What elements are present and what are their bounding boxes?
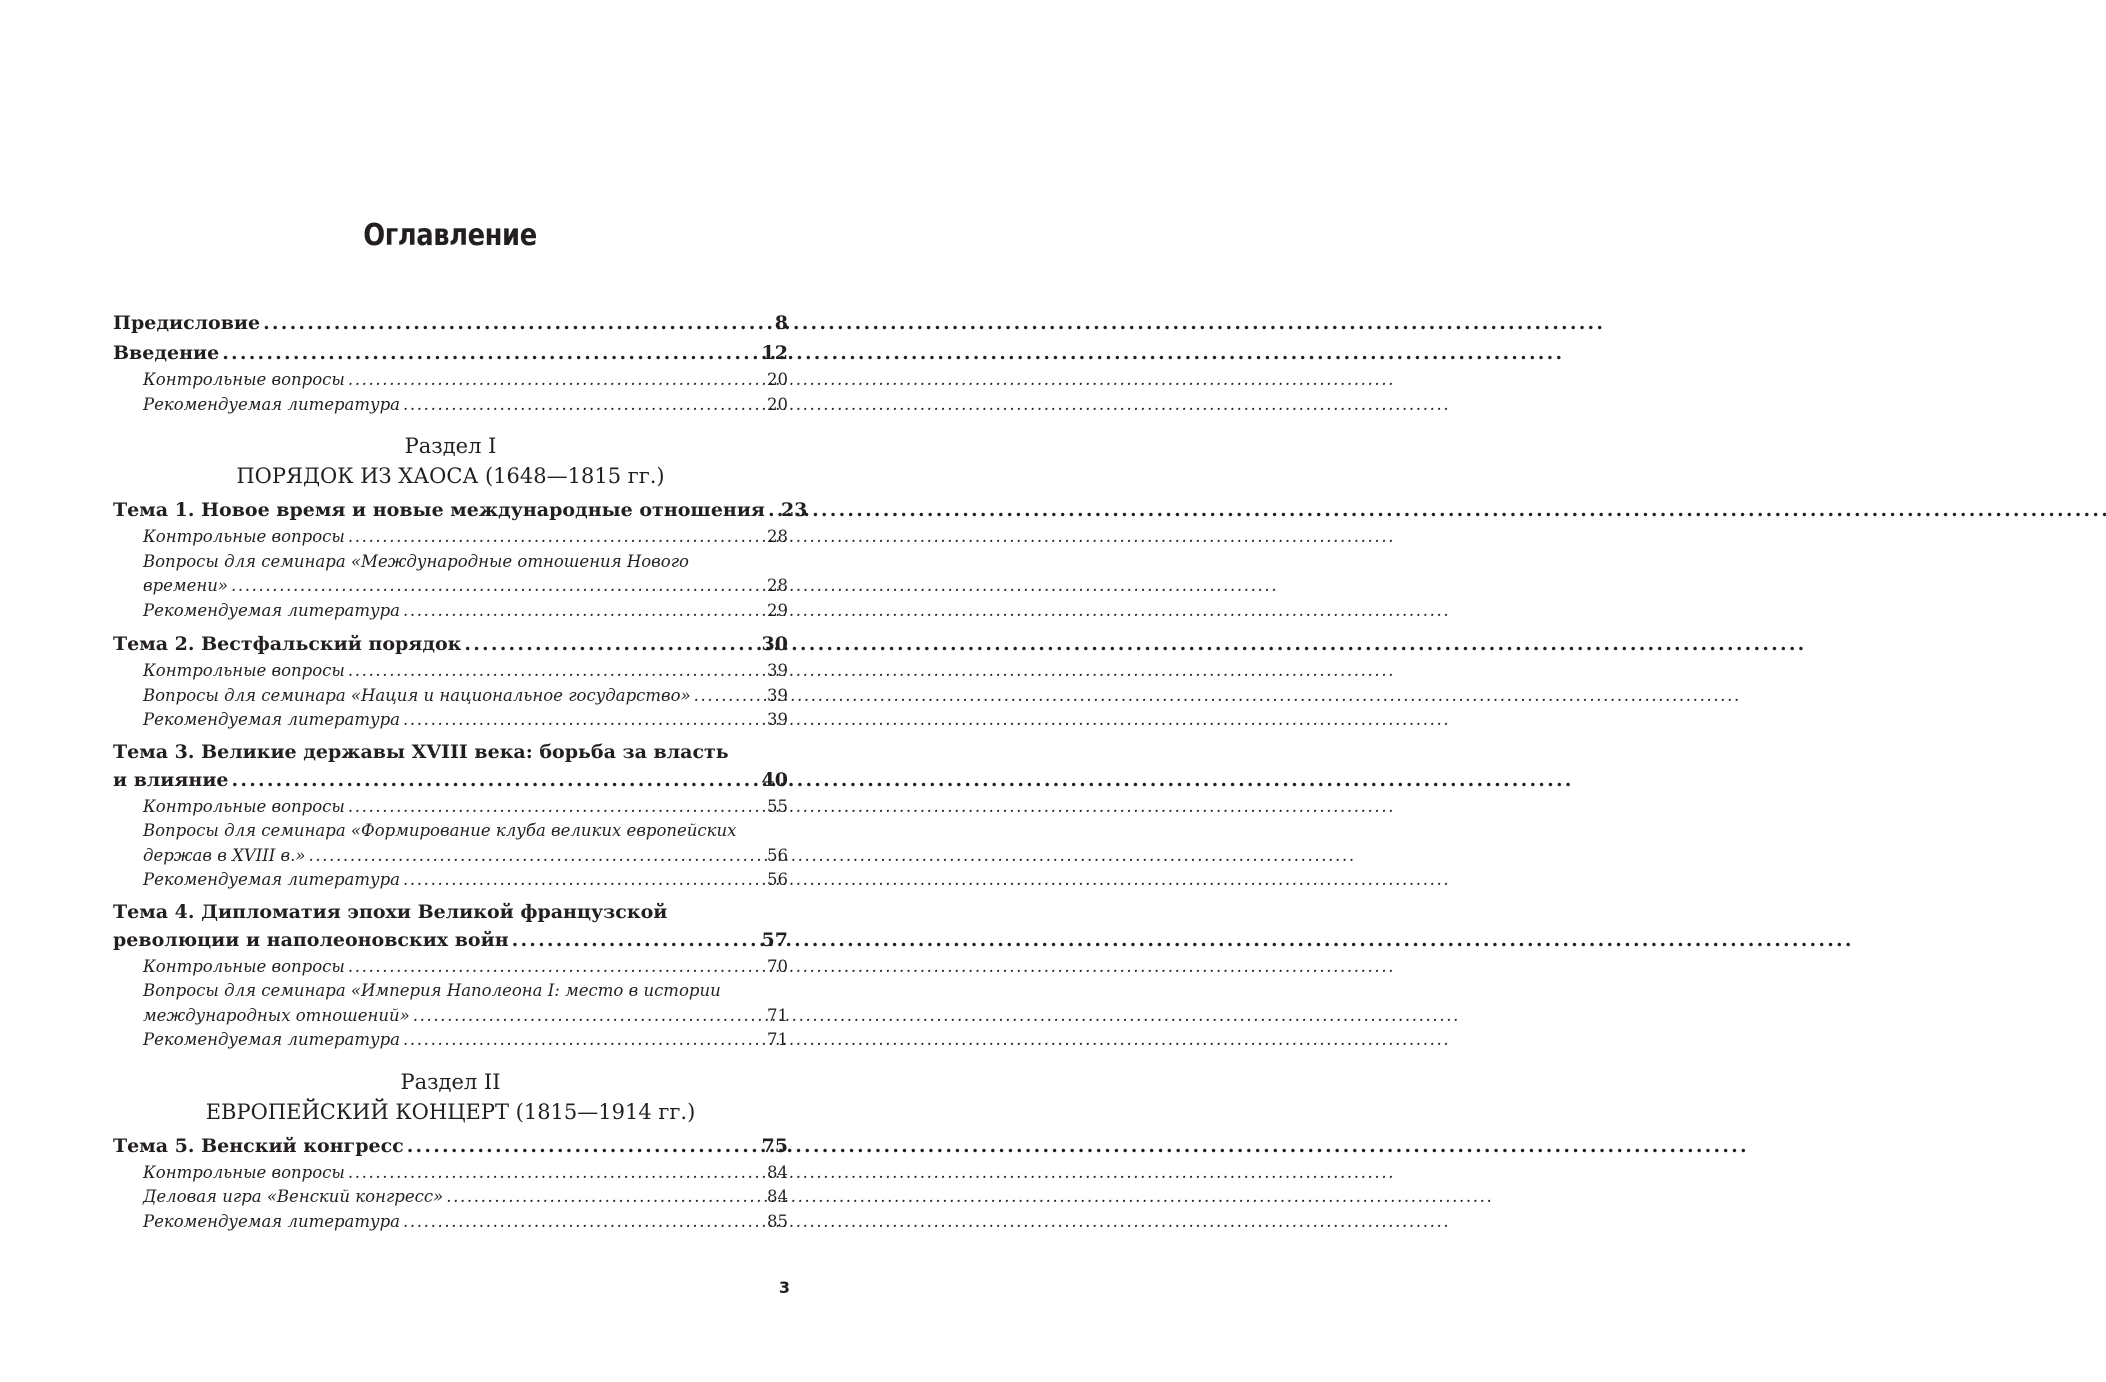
toc-subentry-title-line2: держав в XVIII в.» [143,845,306,865]
toc-subentry-title: Контрольные вопросы [143,796,345,816]
page-number: 3 [778,1278,790,1297]
toc-entry-page: 75 [761,1134,788,1157]
toc-entry-intro[interactable] [113,338,788,368]
toc-subentry-page: 84 [767,1187,788,1206]
dot-leader [403,708,764,733]
toc-subentry[interactable] [113,1028,788,1053]
toc-entry-title-line2: и влияние [113,768,229,791]
dot-leader [446,1185,764,1210]
toc-entry-page: 40 [761,768,788,791]
toc-subentry[interactable] [113,844,788,869]
toc-subentry-title: Рекомендуемая литература [143,1030,401,1049]
toc-entry-title-line2: революции и наполеоновских войн [113,928,509,951]
toc-subentry[interactable] [113,1161,788,1186]
toc-subentry[interactable] [113,393,788,418]
toc-subentry[interactable] [113,659,788,684]
toc-subentry-title: Рекомендуемая литература [143,394,401,414]
dot-leader [403,599,764,624]
dot-leader [403,868,764,893]
toc-subentry-title: Рекомендуемая литература [143,710,401,729]
toc-subentry-title: Вопросы для семинара «Нация и национальное государство» [143,685,691,705]
section-label: Раздел II [400,1069,501,1094]
dot-leader [512,925,759,955]
page-title: Оглавление [363,218,537,253]
toc-entry-title: Тема 2. Вестфальский порядок [113,633,462,655]
toc-subentry[interactable] [113,868,788,893]
toc-subentry-page: 84 [767,1162,788,1182]
dot-leader [348,1161,764,1186]
dot-leader [348,955,764,980]
section-name: ЕВРОПЕЙСКИЙ КОНЦЕРТ (1815—1914 гг.) [205,1099,696,1124]
dot-leader [348,659,764,684]
toc-subentry-page: 71 [767,1005,788,1025]
toc-subentry-page: 29 [767,600,788,620]
toc-entry-topic-2[interactable] [113,629,788,659]
dot-leader [464,629,758,659]
toc-subentry-title: Контрольные вопросы [143,661,345,680]
dot-leader [222,338,758,368]
toc-subentry-page: 39 [767,710,788,729]
toc-entry-topic-5[interactable] [113,1131,788,1161]
toc-subentry-page: 70 [767,956,788,976]
toc-subentry-page: 20 [767,370,788,389]
toc-entry-preface[interactable] [113,308,788,338]
toc-subentry-title: Деловая игра «Венский конгресс» [143,1187,444,1206]
toc-subentry-title-line1[interactable]: Вопросы для семинара «Формирование клуба великих европейских [143,821,737,840]
toc-entry-topic-3[interactable] [113,765,788,795]
toc-entry-page: 30 [761,633,788,655]
toc-entry-title: Введение [113,342,220,364]
toc-subentry[interactable] [113,1210,788,1235]
toc-subentry-title-line1[interactable]: Вопросы для семинара «Империя Наполеона I: место в истории [143,981,721,1000]
toc-subentry-page: 20 [767,394,788,414]
toc-subentry[interactable] [113,525,788,550]
toc-subentry-title-line1[interactable]: Вопросы для семинара «Международные отношения Нового [143,551,689,571]
dot-leader [403,1028,764,1053]
dot-leader [232,765,759,795]
book-page [0,0,900,1382]
toc-subentry[interactable] [113,574,788,599]
dot-leader [308,844,764,869]
dot-leader [768,495,778,525]
toc-subentry-page: 28 [767,527,788,546]
toc-subentry-page: 28 [767,576,788,595]
toc-subentry-title: Рекомендуемая литература [143,870,401,889]
dot-leader [348,795,764,820]
table-of-contents [113,308,808,1234]
toc-entry-topic-3-line1[interactable]: Тема 3. Великие державы XVIII века: борьба за власть [113,740,729,763]
toc-subentry[interactable] [113,599,788,624]
toc-subentry-page: 55 [767,796,788,816]
toc-subentry[interactable] [113,1004,788,1029]
toc-entry-title: Тема 1. Новое время и новые международные отношения [113,499,765,521]
toc-subentry-page: 39 [767,661,788,680]
toc-subentry-page: 85 [767,1211,788,1231]
toc-subentry-title: Контрольные вопросы [143,527,345,546]
section-label: Раздел I [404,434,497,458]
toc-subentry-title-line2: международных отношений» [143,1005,410,1025]
toc-entry-page: 12 [761,342,788,364]
toc-subentry-title: Рекомендуемая литература [143,600,401,620]
toc-entry-title: Предисловие [113,312,261,334]
toc-entry-topic-1[interactable] [113,495,808,525]
dot-leader [694,684,764,709]
dot-leader [413,1004,764,1029]
toc-subentry-title: Контрольные вопросы [143,370,345,389]
toc-entry-topic-4-line1[interactable]: Тема 4. Дипломатия эпохи Великой французской [113,900,668,923]
toc-entry-page: 57 [761,928,788,951]
toc-entry-page: 8 [774,312,788,334]
toc-subentry[interactable] [113,684,788,709]
dot-leader [231,574,764,599]
toc-entry-page: 23 [780,499,808,521]
toc-subentry-page: 71 [767,1030,788,1049]
toc-subentry[interactable] [113,955,788,980]
dot-leader [403,1210,764,1235]
toc-entry-topic-4[interactable] [113,925,788,955]
dot-leader [407,1131,759,1161]
toc-subentry-page: 39 [767,685,788,705]
toc-subentry-page: 56 [767,845,788,865]
toc-subentry-title-line2: времени» [143,576,228,595]
toc-subentry-page: 56 [767,870,788,889]
toc-subentry[interactable] [113,1185,788,1210]
toc-subentry-title: Контрольные вопросы [143,1162,345,1182]
toc-subentry[interactable] [113,368,788,393]
toc-subentry[interactable] [113,708,788,733]
dot-leader [263,308,772,338]
dot-leader [348,525,764,550]
toc-subentry-title: Рекомендуемая литература [143,1211,401,1231]
section-name: ПОРЯДОК ИЗ ХАОСА (1648—1815 гг.) [236,464,665,488]
dot-leader [348,368,764,393]
toc-subentry-title: Контрольные вопросы [143,956,345,976]
toc-subentry[interactable] [113,795,788,820]
toc-entry-title: Тема 5. Венский конгресс [113,1134,404,1157]
dot-leader [403,393,764,418]
